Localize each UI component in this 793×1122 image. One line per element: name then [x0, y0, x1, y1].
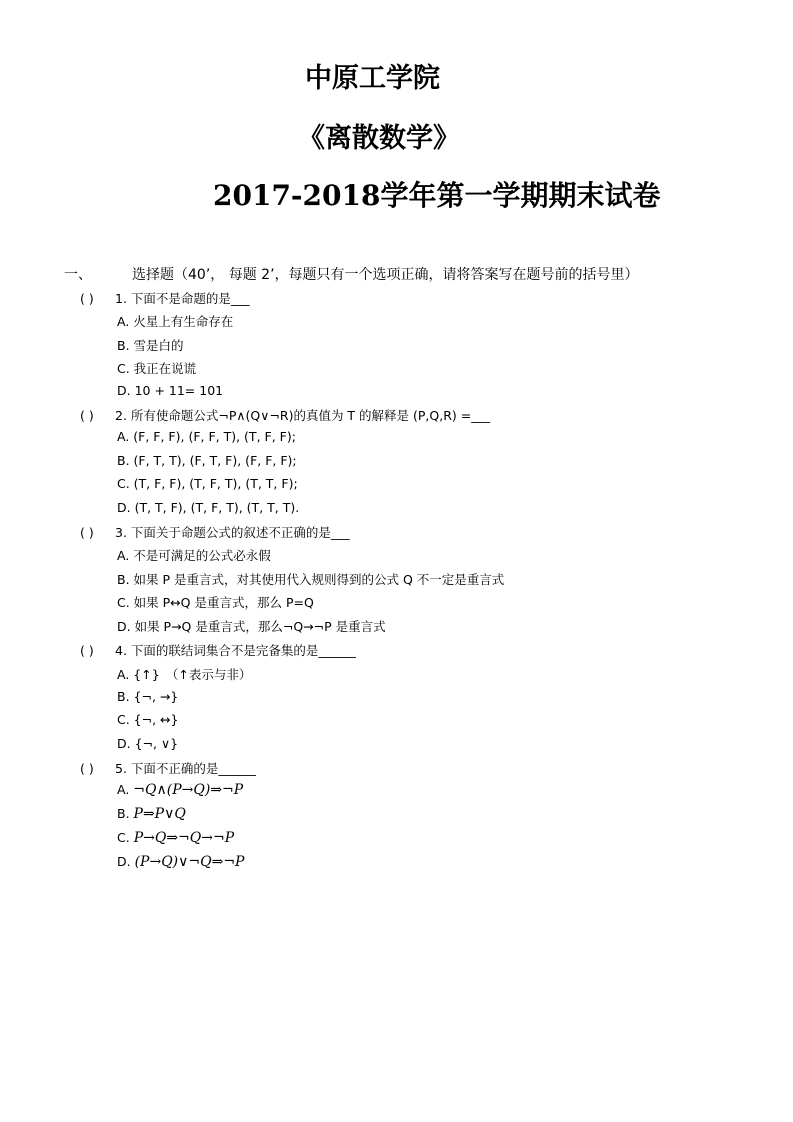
option-B: B. 雪是白的 — [117, 337, 184, 353]
option-D: D. {¬, ∨} — [117, 735, 179, 751]
school-title: 中原工学院 — [305, 63, 440, 94]
option-C: C. 如果 P↔Q 是重言式，那么 P=Q — [117, 595, 314, 611]
option-C: C. P→Q⇒¬Q→¬P — [117, 830, 235, 847]
question-4 — [80, 641, 356, 659]
answer-bracket[interactable]: ( ) — [80, 408, 94, 423]
option-B: B. (F, T, T), (F, T, F), (F, F, F); — [117, 452, 297, 468]
option-A: A. ¬Q∧(P→Q)⇒¬P — [117, 782, 244, 799]
answer-bracket[interactable]: ( ) — [80, 643, 94, 658]
question-text: 5. 下面不正确的是______ — [115, 761, 256, 776]
course-title: 《离散数学》 — [298, 123, 460, 154]
question-text: 1. 下面不是命题的是___ — [115, 291, 250, 306]
option-A: A. (F, F, F), (F, F, T), (T, F, F); — [117, 429, 296, 445]
question-3 — [80, 523, 350, 541]
option-B: B. P⇒P∨Q — [117, 806, 186, 823]
exam-title: 2017-2018学年第一学期期末试卷 — [213, 179, 661, 212]
option-D: D. (T, T, F), (T, F, T), (T, T, T). — [117, 499, 300, 515]
option-D: D. 10 + 11= 101 — [117, 382, 224, 398]
answer-bracket[interactable]: ( ) — [80, 761, 94, 776]
question-2 — [80, 406, 490, 424]
question-text: 4. 下面的联结词集合不是完备集的是______ — [115, 643, 356, 658]
answer-bracket[interactable]: ( ) — [80, 291, 94, 306]
question-text: 3. 下面关于命题公式的叙述不正确的是___ — [115, 525, 350, 540]
answer-bracket[interactable]: ( ) — [80, 525, 94, 540]
section-title: 选择题（40’， 每题 2’，每题只有一个选项正确，请将答案写在题号前的括号里） — [132, 267, 639, 283]
section-heading — [64, 264, 639, 284]
section-number: 一、 — [64, 267, 92, 283]
option-B: B. 如果 P 是重言式，对其使用代入规则得到的公式 Q 不一定是重言式 — [117, 571, 505, 587]
option-D: D. 如果 P→Q 是重言式，那么¬Q→¬P 是重言式 — [117, 618, 386, 634]
option-D: D. (P→Q)∨¬Q⇒¬P — [117, 854, 245, 871]
option-A: A. {↑} （↑表示与非） — [117, 667, 252, 683]
question-1 — [80, 289, 250, 307]
option-A: A. 火星上有生命存在 — [117, 314, 234, 330]
question-text: 2. 所有使命题公式¬P∧(Q∨¬R)的真值为 T 的解释是 (P,Q,R) =___ — [115, 408, 490, 423]
option-C: C. (T, F, F), (T, F, T), (T, T, F); — [117, 476, 298, 492]
option-A: A. 不是可满足的公式必永假 — [117, 548, 271, 564]
option-B: B. {¬, →} — [117, 688, 179, 704]
question-5 — [80, 759, 256, 777]
option-C: C. 我正在说谎 — [117, 361, 197, 377]
option-C: C. {¬, ↔} — [117, 712, 179, 728]
